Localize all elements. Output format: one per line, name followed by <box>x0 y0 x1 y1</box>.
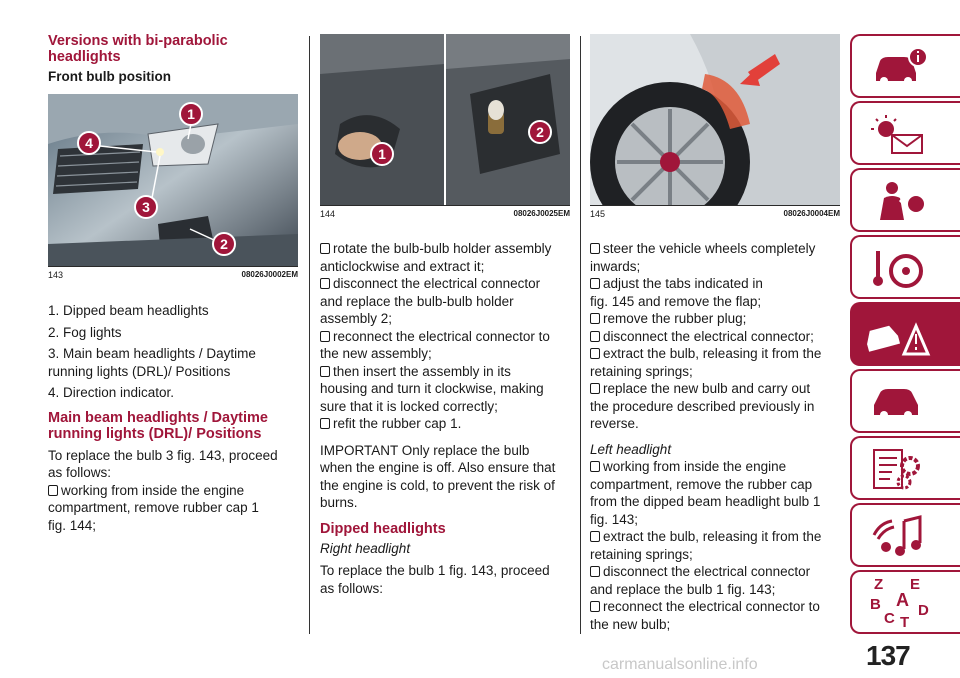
checkbox-bullet-icon <box>590 348 600 359</box>
heading-line: running lights (DRL)/ Positions <box>48 425 262 442</box>
bullet-item <box>320 275 572 328</box>
subtitle: Front bulb position <box>48 69 171 84</box>
bullet-item <box>590 310 842 328</box>
line: anticlockwise and extract it; <box>320 258 485 274</box>
title-line: headlights <box>48 49 121 65</box>
bullet-item <box>590 528 842 563</box>
line: retaining springs; <box>590 363 693 379</box>
emergency-icon <box>862 314 932 358</box>
car-info-icon <box>870 47 930 87</box>
line: disconnect the electrical connector <box>603 564 811 579</box>
checkbox-bullet-icon <box>48 485 58 496</box>
column-separator <box>580 36 581 634</box>
tab-multimedia[interactable] <box>850 503 960 567</box>
line: remove the rubber plug; <box>603 311 747 326</box>
index-letter: T <box>900 614 910 631</box>
callout-2: 2 <box>212 232 236 256</box>
line: and replace the bulb 1 fig. 143; <box>590 581 776 597</box>
section-title <box>48 33 298 65</box>
line: refit the rubber cap 1. <box>333 416 462 431</box>
line: adjust the tabs indicated in <box>603 276 763 291</box>
line: the new bulb; <box>590 616 671 632</box>
line: the procedure described previously in <box>590 398 815 414</box>
line: assembly 2; <box>320 311 393 326</box>
line: sure that it is locked correctly; <box>320 398 498 414</box>
figure-144-caption <box>320 205 570 222</box>
line: as follows: <box>320 580 384 596</box>
figure-143-caption <box>48 266 298 283</box>
figure-code: 08026J0002EM <box>241 270 298 279</box>
index-letter: B <box>870 596 881 613</box>
line: compartment, remove rubber cap 1 <box>48 500 259 515</box>
checkbox-bullet-icon <box>320 331 330 342</box>
figure-143-headlight <box>48 94 298 266</box>
engine-photo <box>320 34 570 205</box>
column-1-body <box>48 302 303 534</box>
checkbox-bullet-icon <box>320 243 330 254</box>
line: replace the new bulb and carry out <box>603 381 811 396</box>
tab-maintenance[interactable] <box>850 369 960 433</box>
footer-watermark: carmanualsonline.info <box>602 656 758 673</box>
line: from the dipped beam headlight bulb 1 <box>590 494 821 509</box>
checkbox-bullet-icon <box>590 383 600 394</box>
checkbox-bullet-icon <box>590 461 600 472</box>
line: reconnect the electrical connector to <box>603 599 820 614</box>
bullet-item <box>320 328 572 363</box>
index-icon <box>870 576 940 632</box>
tab-driving[interactable] <box>850 235 960 299</box>
line: and replace the bulb-bulb holder <box>320 293 514 309</box>
checkbox-bullet-icon <box>590 243 600 254</box>
line: reverse. <box>590 416 639 431</box>
paragraph <box>320 562 572 597</box>
tab-warning-lights[interactable] <box>850 101 960 165</box>
column-2-body <box>320 240 572 597</box>
callout-lines <box>48 94 298 266</box>
callout-1: 1 <box>370 142 394 166</box>
figure-number: 145 <box>590 209 606 219</box>
paragraph <box>48 447 303 482</box>
page-number: 137 <box>866 640 910 671</box>
line: working from inside the engine <box>603 459 787 474</box>
bullet-item <box>590 240 842 275</box>
checkbox-bullet-icon <box>590 566 600 577</box>
warning-lights-icon <box>870 113 930 157</box>
column-separator <box>309 36 310 634</box>
bullet-item <box>590 598 842 633</box>
figure-number: 143 <box>48 270 64 280</box>
figure-number: 144 <box>320 209 336 219</box>
column-3-body <box>590 240 842 633</box>
line: IMPORTANT Only replace the bulb <box>320 442 530 458</box>
index-letter: A <box>896 590 909 610</box>
technical-data-icon <box>870 448 930 492</box>
line: compartment, remove the rubber cap <box>590 476 813 492</box>
line: the engine is cold, to prevent the risk of <box>320 477 555 493</box>
line: housing and turn it clockwise, making <box>320 381 544 396</box>
checkbox-bullet-icon <box>320 418 330 429</box>
line: burns. <box>320 495 358 510</box>
tab-safety[interactable] <box>850 168 960 232</box>
figure-145-caption <box>590 205 840 222</box>
bullet-item <box>590 328 842 346</box>
line: working from inside the engine <box>61 482 245 498</box>
line: To replace the bulb 3 fig. 143, proceed <box>48 447 278 463</box>
line: the new assembly; <box>320 346 432 361</box>
line: then insert the assembly in its <box>333 363 511 379</box>
line: when the engine is off. Also ensure that <box>320 460 556 475</box>
line: steer the vehicle wheels completely <box>603 241 816 256</box>
figure-145-wheel <box>590 34 840 205</box>
callout-4: 4 <box>77 131 101 155</box>
line: reconnect the electrical connector to <box>333 328 550 344</box>
title-line: Versions with bi-parabolic <box>48 33 228 49</box>
list-item: 2. Fog lights <box>48 324 122 340</box>
heading-line: Main beam headlights / Daytime <box>48 409 268 426</box>
multimedia-icon <box>870 515 930 559</box>
line: fig. 145 and remove the flap; <box>590 293 762 309</box>
line: as follows: <box>48 465 112 480</box>
callout-2: 2 <box>528 120 552 144</box>
checkbox-bullet-icon <box>590 278 600 289</box>
line: rotate the bulb-bulb holder assembly <box>333 241 552 256</box>
list-item: 1. Dipped beam headlights <box>48 303 209 318</box>
tab-index[interactable] <box>850 570 960 634</box>
bullet-item <box>590 345 842 380</box>
bullet-item <box>320 363 572 416</box>
line: disconnect the electrical connector; <box>603 328 814 344</box>
checkbox-bullet-icon <box>590 531 600 542</box>
maintenance-icon <box>870 383 930 423</box>
line: extract the bulb, releasing it from the <box>603 346 822 361</box>
list-item: running lights (DRL)/ Positions <box>48 363 231 379</box>
line: retaining springs; <box>590 546 693 562</box>
figure-code: 08026J0004EM <box>783 209 840 218</box>
tab-car-info[interactable] <box>850 34 960 98</box>
checkbox-bullet-icon <box>320 278 330 289</box>
checkbox-bullet-icon <box>320 366 330 377</box>
figure-code: 08026J0025EM <box>513 209 570 218</box>
list-item: 3. Main beam headlights / Daytime <box>48 346 256 361</box>
line: disconnect the electrical connector <box>333 276 541 291</box>
line: inwards; <box>590 258 641 274</box>
bullet-item <box>590 458 842 528</box>
index-letter: C <box>884 610 895 627</box>
important-note <box>320 442 572 512</box>
bullet-item <box>48 482 303 535</box>
index-letter: D <box>918 602 929 619</box>
checkbox-bullet-icon <box>590 313 600 324</box>
bullet-item <box>590 275 842 310</box>
bullet-item <box>320 240 572 275</box>
subsection-heading: Right headlight <box>320 540 411 556</box>
tab-technical-data[interactable] <box>850 436 960 500</box>
list-item: 4. Direction indicator. <box>48 385 175 400</box>
bullet-item <box>590 563 842 598</box>
index-letter: E <box>910 576 921 593</box>
line: extract the bulb, releasing it from the <box>603 529 822 544</box>
bullet-item <box>590 380 842 433</box>
bullet-item <box>320 415 572 433</box>
section-heading <box>48 410 303 442</box>
section-heading: Dipped headlights <box>320 520 446 537</box>
line: fig. 144; <box>48 517 97 533</box>
figure-144-engine <box>320 34 570 205</box>
checkbox-bullet-icon <box>590 331 600 342</box>
checkbox-bullet-icon <box>590 601 600 612</box>
wheel-photo <box>590 34 840 205</box>
subsection-heading: Left headlight <box>590 441 672 457</box>
tab-emergency[interactable] <box>850 302 960 366</box>
line: fig. 143; <box>590 511 639 527</box>
safety-icon <box>870 180 930 224</box>
callout-1: 1 <box>179 102 203 126</box>
line: To replace the bulb 1 fig. 143, proceed <box>320 563 550 578</box>
driving-icon <box>870 247 930 291</box>
index-letter: Z <box>874 576 884 593</box>
callout-3: 3 <box>134 195 158 219</box>
